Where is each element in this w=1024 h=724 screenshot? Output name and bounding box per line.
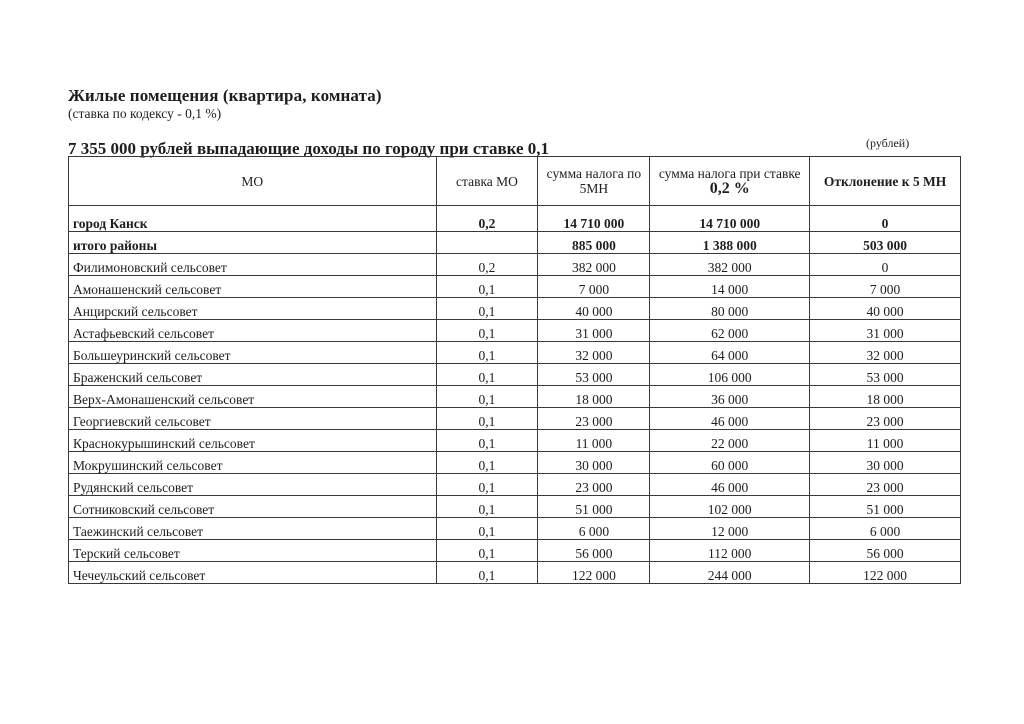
cell-tax-02: 112 000 <box>650 540 810 562</box>
cell-tax-02: 80 000 <box>650 298 810 320</box>
cell-mo: Большеуринский сельсовет <box>69 342 437 364</box>
table-row <box>69 452 961 474</box>
cell-mo: Терский сельсовет <box>69 540 437 562</box>
header-tax-02 <box>650 157 810 206</box>
table-row <box>69 298 961 320</box>
cell-deviation: 31 000 <box>810 320 961 342</box>
cell-deviation: 51 000 <box>810 496 961 518</box>
cell-tax-02: 46 000 <box>650 474 810 496</box>
table-row <box>69 320 961 342</box>
cell-rate: 0,1 <box>436 320 538 342</box>
cell-deviation: 32 000 <box>810 342 961 364</box>
cell-tax-02: 106 000 <box>650 364 810 386</box>
cell-rate: 0,1 <box>436 408 538 430</box>
document-title: Жилые помещения (квартира, комната) <box>68 86 382 105</box>
table-row <box>69 540 961 562</box>
cell-mo: итого районы <box>69 232 437 254</box>
cell-rate: 0,1 <box>436 298 538 320</box>
cell-tax-02: 36 000 <box>650 386 810 408</box>
cell-tax-5mn: 32 000 <box>538 342 650 364</box>
cell-tax-02: 14 000 <box>650 276 810 298</box>
cell-mo: Таежинский сельсовет <box>69 518 437 540</box>
table-header-row <box>69 157 961 206</box>
table-body <box>69 206 961 584</box>
units-label: (рублей) <box>866 136 910 150</box>
cell-rate: 0,1 <box>436 562 538 584</box>
cell-mo: Мокрушинский сельсовет <box>69 452 437 474</box>
table-row <box>69 562 961 584</box>
cell-mo: Анцирский сельсовет <box>69 298 437 320</box>
table-row <box>69 474 961 496</box>
table-row <box>69 430 961 452</box>
cell-tax-5mn: 53 000 <box>538 364 650 386</box>
table-row <box>69 232 961 254</box>
table-row <box>69 276 961 298</box>
cell-tax-02: 102 000 <box>650 496 810 518</box>
table-row <box>69 386 961 408</box>
cell-tax-02: 244 000 <box>650 562 810 584</box>
table-row <box>69 518 961 540</box>
cell-mo: Браженский сельсовет <box>69 364 437 386</box>
cell-tax-02: 1 388 000 <box>650 232 810 254</box>
cell-tax-02: 64 000 <box>650 342 810 364</box>
header-tax-5mn-line2: 5МН <box>579 181 609 196</box>
cell-rate: 0,1 <box>436 452 538 474</box>
cell-mo: Астафьевский сельсовет <box>69 320 437 342</box>
cell-rate: 0,1 <box>436 430 538 452</box>
cell-tax-5mn: 56 000 <box>538 540 650 562</box>
header-tax-02-line2: 0,2 % <box>709 180 750 197</box>
cell-tax-02: 46 000 <box>650 408 810 430</box>
cell-tax-5mn: 23 000 <box>538 474 650 496</box>
cell-tax-5mn: 7 000 <box>538 276 650 298</box>
cell-tax-02: 62 000 <box>650 320 810 342</box>
cell-tax-5mn: 14 710 000 <box>538 206 650 232</box>
cell-tax-5mn: 11 000 <box>538 430 650 452</box>
header-tax-02-line1: сумма налога при ставке <box>658 166 801 181</box>
table-row <box>69 408 961 430</box>
cell-rate: 0,1 <box>436 276 538 298</box>
document-subtitle: (ставка по кодексу - 0,1 %) <box>68 106 222 121</box>
cell-deviation: 122 000 <box>810 562 961 584</box>
cell-tax-5mn: 382 000 <box>538 254 650 276</box>
cell-tax-02: 14 710 000 <box>650 206 810 232</box>
cell-rate: 0,1 <box>436 496 538 518</box>
cell-rate: 0,1 <box>436 518 538 540</box>
cell-deviation: 0 <box>810 254 961 276</box>
cell-deviation: 40 000 <box>810 298 961 320</box>
table-row <box>69 364 961 386</box>
table-row <box>69 496 961 518</box>
cell-tax-5mn: 31 000 <box>538 320 650 342</box>
cell-deviation: 56 000 <box>810 540 961 562</box>
cell-mo: Сотниковский сельсовет <box>69 496 437 518</box>
header-rate: ставка МО <box>436 157 538 206</box>
cell-tax-02: 382 000 <box>650 254 810 276</box>
table-row <box>69 254 961 276</box>
cell-mo: Верх-Амонашенский сельсовет <box>69 386 437 408</box>
cell-deviation: 6 000 <box>810 518 961 540</box>
cell-tax-02: 60 000 <box>650 452 810 474</box>
cell-mo: Краснокурышинский сельсовет <box>69 430 437 452</box>
cell-rate: 0,2 <box>436 206 538 232</box>
cell-mo: город Канск <box>69 206 437 232</box>
cell-tax-5mn: 18 000 <box>538 386 650 408</box>
cell-tax-5mn: 51 000 <box>538 496 650 518</box>
cell-mo: Рудянский сельсовет <box>69 474 437 496</box>
cell-rate: 0,1 <box>436 386 538 408</box>
cell-mo: Чечеульский сельсовет <box>69 562 437 584</box>
cell-mo: Амонашенский сельсовет <box>69 276 437 298</box>
table-row <box>69 206 961 232</box>
cell-rate <box>436 232 538 254</box>
cell-tax-5mn: 23 000 <box>538 408 650 430</box>
header-tax-5mn <box>538 157 650 206</box>
cell-deviation: 23 000 <box>810 408 961 430</box>
revenue-loss-headline: 7 355 000 рублей выпадающие доходы по городу при ставке 0,1 <box>68 139 550 158</box>
cell-deviation: 11 000 <box>810 430 961 452</box>
table-row <box>69 342 961 364</box>
cell-mo: Георгиевский сельсовет <box>69 408 437 430</box>
header-tax-5mn-line1: сумма налога по <box>546 166 642 181</box>
cell-tax-02: 22 000 <box>650 430 810 452</box>
cell-deviation: 30 000 <box>810 452 961 474</box>
cell-rate: 0,1 <box>436 474 538 496</box>
cell-deviation: 53 000 <box>810 364 961 386</box>
cell-deviation: 7 000 <box>810 276 961 298</box>
cell-deviation: 503 000 <box>810 232 961 254</box>
cell-tax-5mn: 122 000 <box>538 562 650 584</box>
cell-rate: 0,2 <box>436 254 538 276</box>
cell-tax-02: 12 000 <box>650 518 810 540</box>
cell-tax-5mn: 885 000 <box>538 232 650 254</box>
cell-rate: 0,1 <box>436 364 538 386</box>
cell-tax-5mn: 40 000 <box>538 298 650 320</box>
header-deviation: Отклонение к 5 МН <box>810 157 961 206</box>
cell-tax-5mn: 30 000 <box>538 452 650 474</box>
cell-rate: 0,1 <box>436 342 538 364</box>
cell-tax-5mn: 6 000 <box>538 518 650 540</box>
cell-mo: Филимоновский сельсовет <box>69 254 437 276</box>
header-mo: МО <box>69 157 437 206</box>
cell-deviation: 18 000 <box>810 386 961 408</box>
cell-rate: 0,1 <box>436 540 538 562</box>
tax-table <box>68 156 961 584</box>
cell-deviation: 23 000 <box>810 474 961 496</box>
cell-deviation: 0 <box>810 206 961 232</box>
